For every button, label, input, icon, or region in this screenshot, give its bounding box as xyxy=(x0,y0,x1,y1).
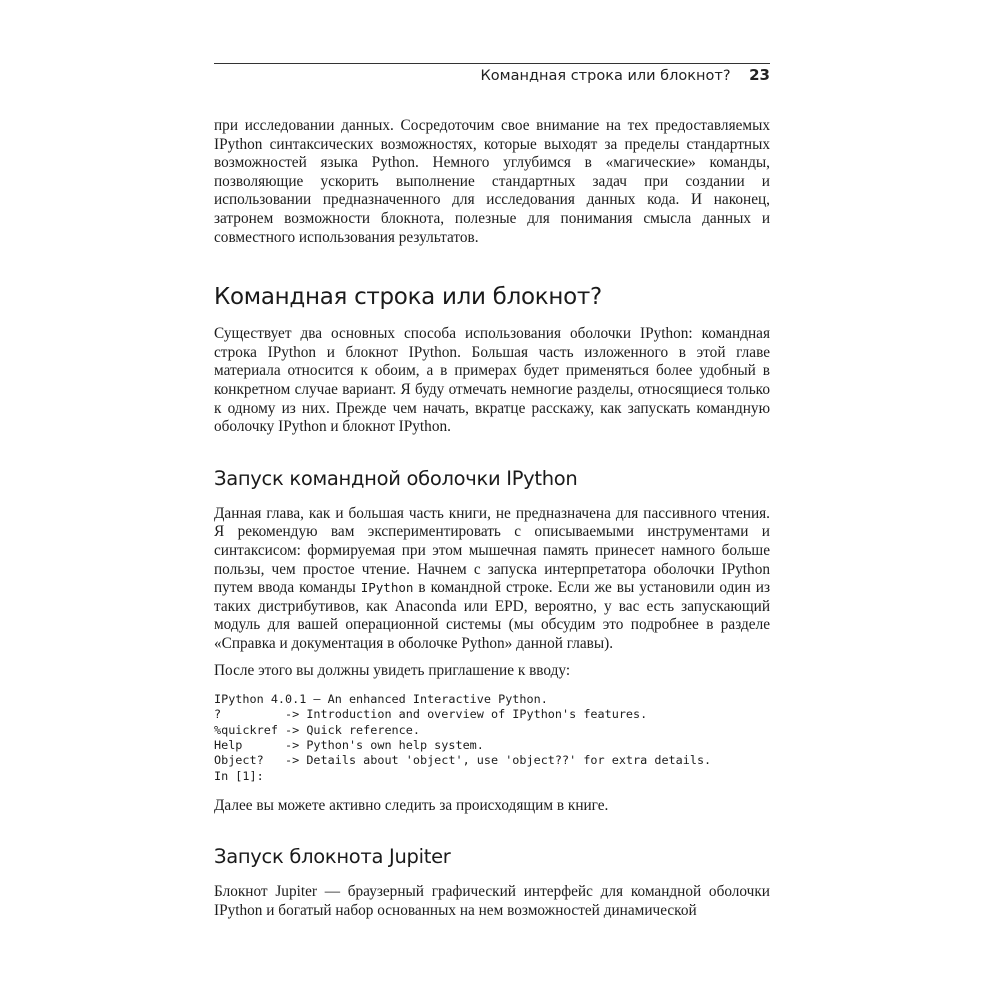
running-head xyxy=(481,66,770,84)
section-heading-launch-ipython: Запуск командной оболочки IPython xyxy=(214,466,578,490)
section-heading-cli-or-notebook: Командная строка или блокнот? xyxy=(214,284,602,311)
code-line: Help -> Python's own help system. xyxy=(214,737,484,752)
code-line: %quickref -> Quick reference. xyxy=(214,722,420,737)
code-line: In [1]: xyxy=(214,768,264,783)
inline-code-ipython: IPython xyxy=(360,580,414,596)
code-line: Object? -> Details about 'object', use 'object??' for extra details. xyxy=(214,753,712,768)
header-rule xyxy=(214,63,770,64)
section3-paragraph: Блокнот Jupiter — браузерный графический интерфейс для командной оболочки IPython и богатый набор основанных на нем возможностей динамической xyxy=(214,883,770,920)
running-title: Командная строка или блокнот? xyxy=(480,68,731,84)
page-content xyxy=(214,117,770,921)
section2-paragraph-3: Далее вы можете активно следить за происходящим в книге. xyxy=(214,796,609,814)
code-block xyxy=(214,692,770,784)
page-number: 23 xyxy=(749,66,770,84)
paragraph-text: в командной строке. Если же вы установили один из таких дистрибутивов, как Anaconda или EPD, вероятно, у вас есть запускающий модуль для вашей операционной системы (мы обсудим это подробнее в разделе «Справка и документация в оболочке Python» данной главы). xyxy=(214,579,770,652)
section2-paragraph-1 xyxy=(214,505,770,654)
code-line: IPython 4.0.1 – An enhanced Interactive Python. xyxy=(214,692,548,707)
section-heading-launch-jupiter: Запуск блокнота Jupiter xyxy=(214,845,451,869)
section1-paragraph: Существует два основных способа использования оболочки IPython: командная строка IPython и блокнот IPython. Большая часть изложенного в этой главе материала относится к обоим, а в примерах будет применяться более удобный в конкретном случае вариант. Я буду отмечать немногие разделы, относящиеся только к одному из них. Прежде чем начать, вкратце расскажу, как запускать командную оболочку IPython и блокнот IPython. xyxy=(214,325,770,436)
intro-paragraph: при исследовании данных. Сосредоточим свое внимание на тех предоставляемых IPython синтаксических возможностях, которые выходят за пределы стандартных возможностей языка Python. Немного углубимся в «магические» команды, позволяющие ускорить выполнение стандартных задач при создании и использовании предназначенного для исследования данных кода. И наконец, затронем возможности блокнота, полезные для понимания смысла данных и совместного использования результатов. xyxy=(214,117,770,246)
code-line: ? -> Introduction and overview of IPython's features. xyxy=(214,707,648,722)
section2-paragraph-2: После этого вы должны увидеть приглашение к вводу: xyxy=(214,662,571,680)
paragraph-text: Данная глава, как и большая часть книги, не предназначена для пассивного чтения. Я рекомендую вам экспериментировать с описываемыми инструментами и синтаксисом: формируемая при этом мышечная память принесет намного больше пользы, чем простое чтение. Начнем с запуска интерпретатора оболочки IPython путем ввода команды xyxy=(214,504,770,597)
